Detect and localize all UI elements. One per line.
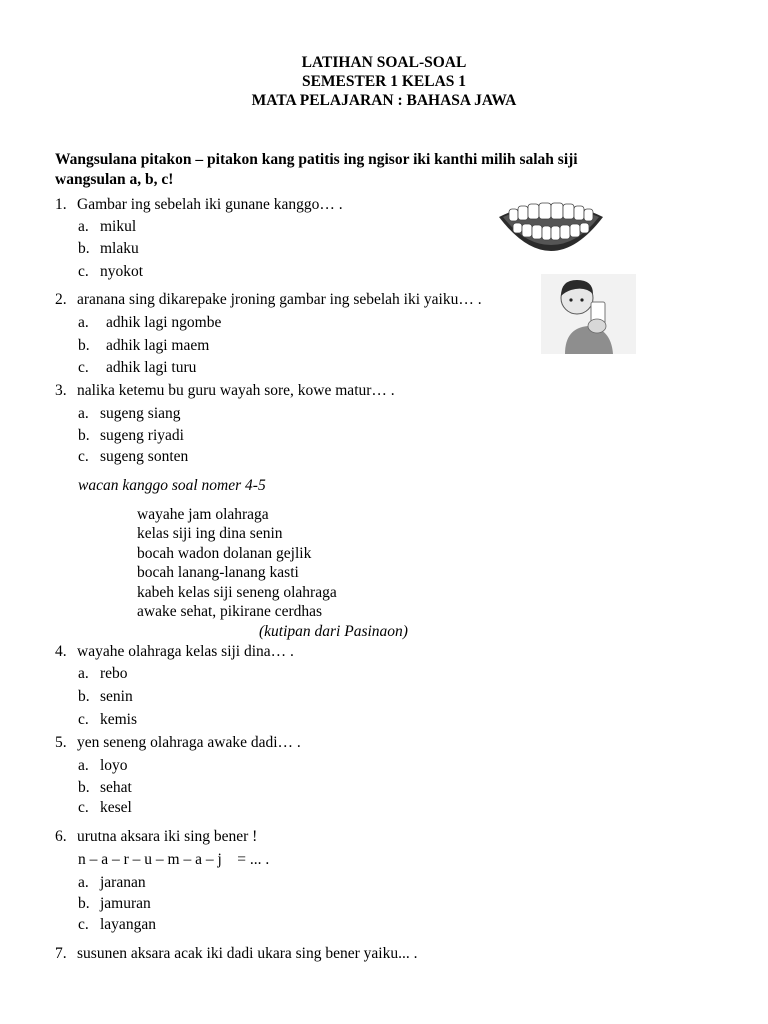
option-2a: a. adhik lagi ngombe (78, 314, 222, 331)
question-number: 3. (55, 382, 67, 399)
option-4b: b. senin (78, 688, 133, 705)
letter-sequence: n – a – r – u – m – a – j = ... . (78, 851, 270, 868)
question-number: 7. (55, 945, 67, 962)
question-number: 5. (55, 734, 67, 751)
question-7 (55, 946, 417, 962)
option-2b: b. adhik lagi maem (78, 337, 210, 354)
reading-source: (kutipan dari Pasinaon) (259, 623, 408, 640)
question-4 (55, 644, 294, 660)
question-1 (55, 197, 343, 213)
option-6a: a. jaranan (78, 874, 146, 891)
question-number: 6. (55, 828, 67, 845)
option-5c: c. kesel (78, 799, 132, 816)
poem-line: kabeh kelas siji seneng olahraga (137, 584, 337, 601)
poem-line: kelas siji ing dina senin (137, 525, 283, 542)
option-6b: b. jamuran (78, 895, 151, 912)
option-4c: c. kemis (78, 711, 138, 728)
header-line-2: SEMESTER 1 KELAS 1 (301, 73, 467, 90)
question-number: 2. (55, 291, 67, 308)
question-number: 1. (55, 196, 67, 213)
question-text: urutna aksara iki sing bener ! (77, 828, 258, 845)
option-2c: c. adhik lagi turu (78, 359, 197, 376)
instruction-line-2: wangsulan a, b, c! (55, 171, 174, 188)
question-2 (55, 292, 482, 308)
poem-line: awake sehat, pikirane cerdhas (137, 603, 323, 620)
question-text: nalika ketemu bu guru wayah sore, kowe matur… . (77, 382, 395, 399)
option-3b: b. sugeng riyadi (78, 427, 184, 444)
question-text: yen seneng olahraga awake dadi… . (77, 734, 301, 751)
reading-heading: wacan kanggo soal nomer 4-5 (78, 477, 266, 494)
option-4a: a. rebo (78, 665, 128, 682)
poem-line: wayahe jam olahraga (137, 506, 269, 523)
option-1c: c. nyokot (78, 263, 144, 280)
header-line-3: MATA PELAJARAN : BAHASA JAWA (251, 92, 517, 109)
question-6 (55, 829, 257, 845)
option-5a: a. loyo (78, 757, 128, 774)
question-text: susunen aksara acak iki dadi ukara sing bener yaiku... . (77, 945, 418, 962)
question-text: aranana sing dikarepake jroning gambar ing sebelah iki yaiku… . (77, 291, 482, 308)
poem-line: bocah lanang-lanang kasti (137, 564, 299, 581)
option-3c: c. sugeng sonten (78, 448, 189, 465)
boy-drinking-image (541, 274, 636, 354)
question-text: Gambar ing sebelah iki gunane kanggo… . (77, 196, 343, 213)
option-1a: a. mikul (78, 218, 137, 235)
question-3 (55, 383, 395, 399)
option-5b: b. sehat (78, 779, 132, 796)
option-1b: b. mlaku (78, 240, 139, 257)
question-text: wayahe olahraga kelas siji dina… . (77, 643, 294, 660)
poem-line: bocah wadon dolanan gejlik (137, 545, 312, 562)
option-3a: a. sugeng siang (78, 405, 181, 422)
teeth-mouth-image (497, 195, 605, 253)
header-line-1: LATIHAN SOAL-SOAL (301, 54, 467, 71)
instruction-line-1: Wangsulana pitakon – pitakon kang patitis ing ngisor iki kanthi milih salah siji (55, 151, 578, 168)
question-5 (55, 735, 301, 751)
question-number: 4. (55, 643, 67, 660)
option-6c: c. layangan (78, 916, 156, 933)
